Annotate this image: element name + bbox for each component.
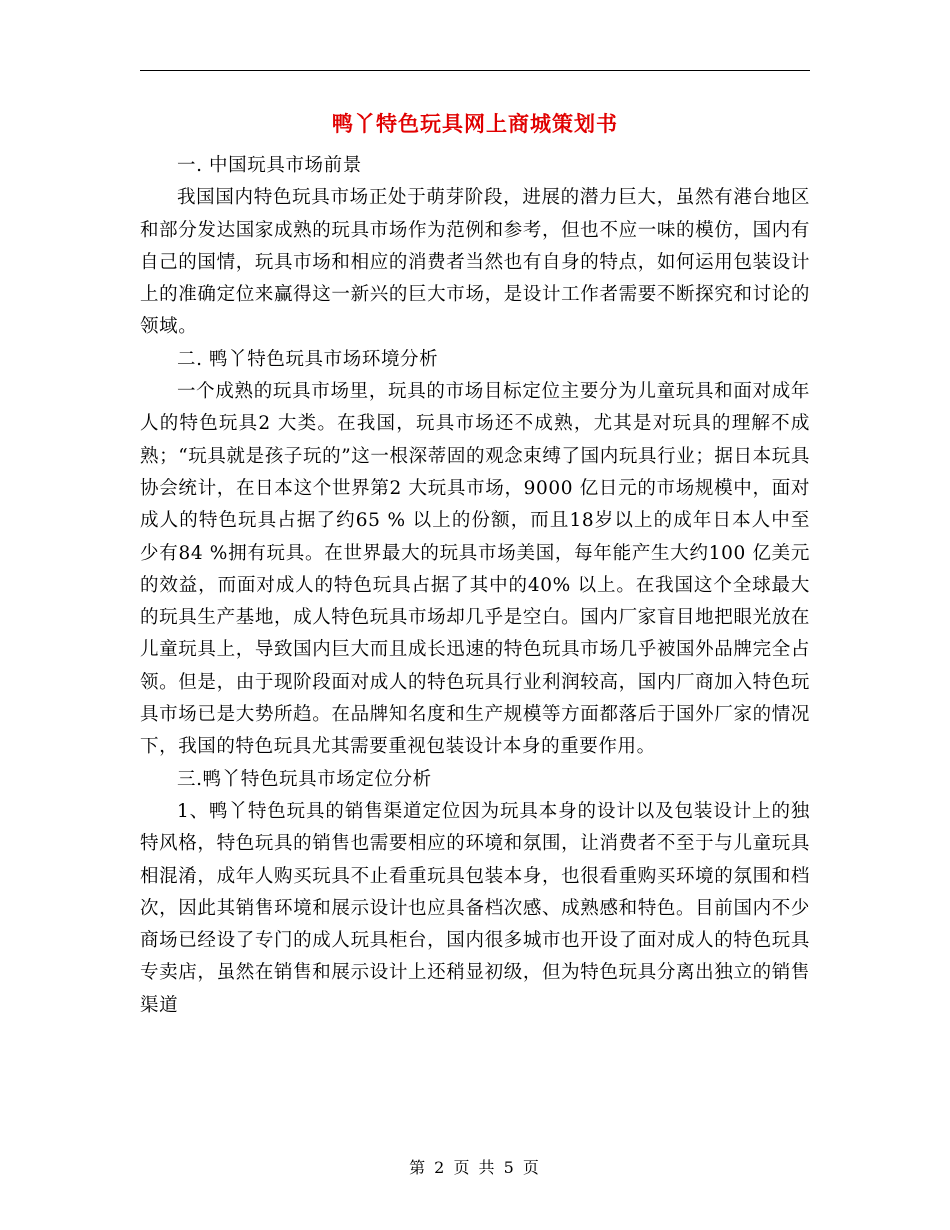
section-heading-1: 一. 中国玩具市场前景 [177,155,362,176]
section-heading-3: 三.鸭丫特色玩具市场定位分析 [177,768,432,790]
paragraph-2: 一个成熟的玩具市场里，玩具的市场目标定位主要分为儿童玩具和面对成年人的特色玩具2 大类。在我国，玩具市场还不成熟，尤其是对玩具的理解不成熟；“玩具就是孩子玩的”这一根深蒂固的观念束缚了国内玩具行业；据日本玩具协会统计，在日本这个世界第2 大玩具市场，9000 亿日元的市场规模中，面对成人的特色玩具占据了约65 % 以上的份额，而且18岁以上的成年日本人中至少有84 %拥有玩具。在世界最大的玩具市场美国，每年能产生大约100 亿美元的效益，而面对成人的特色玩具占据了其中的40% 以上。在我国这个全球最大的玩具生产基地，成人特色玩具市场却几乎是空白。国内厂家盲目地把眼光放在儿童玩具上，导致国内巨大而且成长迅速的特色玩具市场几乎被国外品牌完全占领。但是，由于现阶段面对成人的特色玩具行业利润较高，国内厂商加入特色玩具市场已是大势所趋。在品牌知名度和生产规模等方面都落后于国外厂家的情况下，我国的特色玩具尤其需要重视包装设计本身的重要作用。 [140,381,810,758]
paragraph-3: 1、鸭丫特色玩具的销售渠道定位因为玩具本身的设计以及包装设计上的独特风格，特色玩具的销售也需要相应的环境和氛围，让消费者不至于与儿童玩具相混淆，成年人购买玩具不止看重玩具包装本身，也很看重购买环境的氛围和档次，因此其销售环境和展示设计也应具备档次感、成熟感和特色。目前国内不少商场已经设了专门的成人玩具柜台，国内很多城市也开设了面对成人的特色玩具专卖店，虽然在销售和展示设计上还稍显初级，但为特色玩具分离出独立的销售渠道 [140,800,810,1016]
header-rule [140,70,810,71]
paragraph-1: 我国国内特色玩具市场正处于萌芽阶段，进展的潜力巨大，虽然有港台地区和部分发达国家成熟的玩具市场作为范例和参考，但也不应一味的模仿，国内有自己的国情，玩具市场和相应的消费者当然也有自身的特点，如何运用包装设计上的准确定位来赢得这一新兴的巨大市场，是设计工作者需要不断探究和讨论的领域。 [140,187,810,338]
page-footer: 第 2 页 共 5 页 [409,1158,541,1177]
document-title: 鸭丫特色玩具网上商城策划书 [332,111,618,136]
section-heading-2: 二. 鸭丫特色玩具市场环境分析 [177,348,439,370]
document-body [140,150,810,1022]
